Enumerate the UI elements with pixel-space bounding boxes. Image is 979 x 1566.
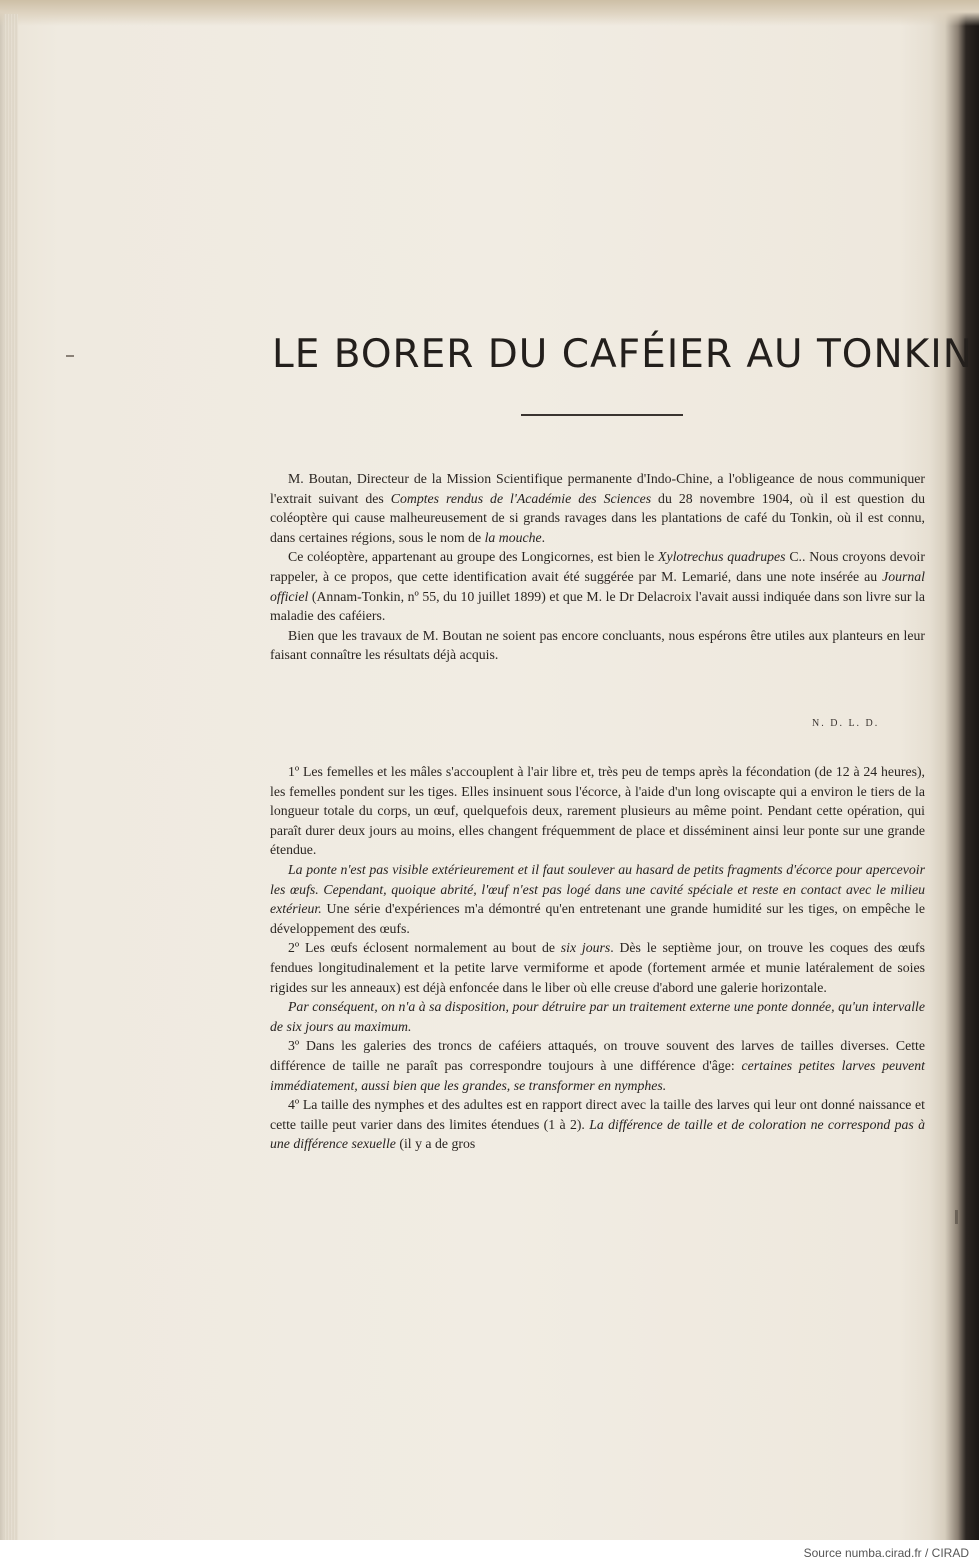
body-p3-text-b: . Dès le septième jour, on trouve les coques des œufs fendues longitudinalement et la petite larve vermiforme et apode (fortement armée et munie latéralement de soies rigides sur les anneaux) est déjà enfoncée dans le liber où elle creuse d'abord une galerie horizontale. xyxy=(270,940,925,995)
margin-mark xyxy=(66,355,74,357)
intro-paragraph-2 xyxy=(270,547,925,625)
body-paragraph-4 xyxy=(270,997,925,1036)
body-paragraph-5 xyxy=(270,1036,925,1095)
body-paragraph-3 xyxy=(270,938,925,997)
body-paragraph-6 xyxy=(270,1095,925,1154)
body-p5-text: 3º Dans les galeries des troncs de caféiers attaqués, on trouve souvent des larves de tailles diverses. Cette différence de taille ne paraît pas correspondre toujours à une différence d'âge: xyxy=(270,1038,925,1073)
body-p6-text-a: 4º La taille des nymphes et des adultes est en rapport direct avec la taille des larves qui leur ont donné naissance et cette taille peut varier dans des limites étendues (1 à 2). xyxy=(270,1097,925,1132)
page-title: LE BORER DU CAFÉIER AU TONKIN xyxy=(272,332,973,377)
intro-p1-text-b: du 28 novembre 1904, où il est question du coléoptère qui cause malheureusement de si grands ravages dans les plantations de café du Tonkin, où il est connu, dans certaines régions, sous le nom de xyxy=(270,490,926,545)
source-credit: Source numba.cirad.fr / CIRAD xyxy=(803,1546,969,1560)
report-text xyxy=(270,762,925,1154)
body-p3-italic: six jours xyxy=(560,940,611,956)
body-p2-italic: La ponte n'est pas visible extérieurement et il faut soulever au hasard de petits fragments d'écorce pour apercevoir les œufs. Cependant, quoique abrité, l'œuf n'est pas logé dans une cavité spéciale et reste en contact avec le milieu extérieur. xyxy=(270,861,925,917)
intro-p1-journal-title: Comptes rendus de l'Académie des Sciences xyxy=(390,490,652,506)
intro-p2-species: Xylotrechus quadrupes xyxy=(658,549,786,565)
body-paragraph-2 xyxy=(270,860,925,938)
page-stack-edge xyxy=(4,14,18,1540)
body-p6-text-b: (il y a de gros xyxy=(395,1136,476,1152)
body-p3-text-a: 2º Les œufs éclosent normalement au bout de xyxy=(288,940,561,956)
intro-p2-text-b: C.. Nous croyons devoir rappeler, à ce propos, que cette identification avait été suggérée par M. Lemarié, dans une note insérée au xyxy=(270,549,925,584)
editor-signature: N. D. L. D. xyxy=(812,718,880,729)
title-rule xyxy=(521,414,683,416)
body-paragraph-1: 1º Les femelles et les mâles s'accouplent à l'air libre et, très peu de temps après la fécondation (de 12 à 24 heures), les femelles pondent sur les tiges. Elles insinuent sous l'écorce, à l'aide d'un long oviscapte qui a environ le tiers de la longueur totale du corps, un œuf, quelquefois deux, rarement plusieurs au même point. Pendant cette opération, qui paraît durer deux jours au moins, elles changent fréquemment de place et disséminent ainsi leur ponte sur une grande étendue. xyxy=(270,764,925,858)
intro-p2-journal: Journal officiel xyxy=(270,568,925,604)
intro-p1-nickname: la mouche xyxy=(484,529,542,545)
body-p6-italic: La différence de taille et de coloration ne correspond pas à une différence sexuelle xyxy=(270,1116,925,1152)
intro-p2-text-c: (Annam-Tonkin, nº 55, du 10 juillet 1899) et que M. le Dr Delacroix l'avait aussi indiquée dans son livre sur la maladie des caféiers. xyxy=(270,588,925,624)
editor-note xyxy=(270,469,925,665)
page-top-edge xyxy=(0,0,979,26)
intro-paragraph-3: Bien que les travaux de M. Boutan ne soient pas encore concluants, nous espérons être utiles aux planteurs en leur faisant connaître les résultats déjà acquis. xyxy=(270,627,925,663)
intro-p1-text-c: . xyxy=(541,529,546,545)
body-p4-italic: Par conséquent, on n'a à sa disposition, pour détruire par un traitement externe une ponte donnée, qu'un intervalle de six jours au maximum. xyxy=(270,999,925,1034)
body-p2-text: Une série d'expériences m'a démontré qu'en entretenant une grande humidité sur les tiges, on empêche le développement des œufs. xyxy=(270,901,925,936)
intro-paragraph-1 xyxy=(270,469,925,547)
body-p5-italic: certaines petites larves peuvent immédiatement, aussi bien que les grandes, se transformer en nymphes. xyxy=(270,1057,925,1093)
binding-mark xyxy=(955,1210,958,1224)
intro-p1-text-a: M. Boutan, Directeur de la Mission Scientifique permanente d'Indo-Chine, a l'obligeance de nous communiquer l'extrait suivant des xyxy=(270,471,925,506)
intro-p2-text-a: Ce coléoptère, appartenant au groupe des Longicornes, est bien le xyxy=(288,549,659,565)
